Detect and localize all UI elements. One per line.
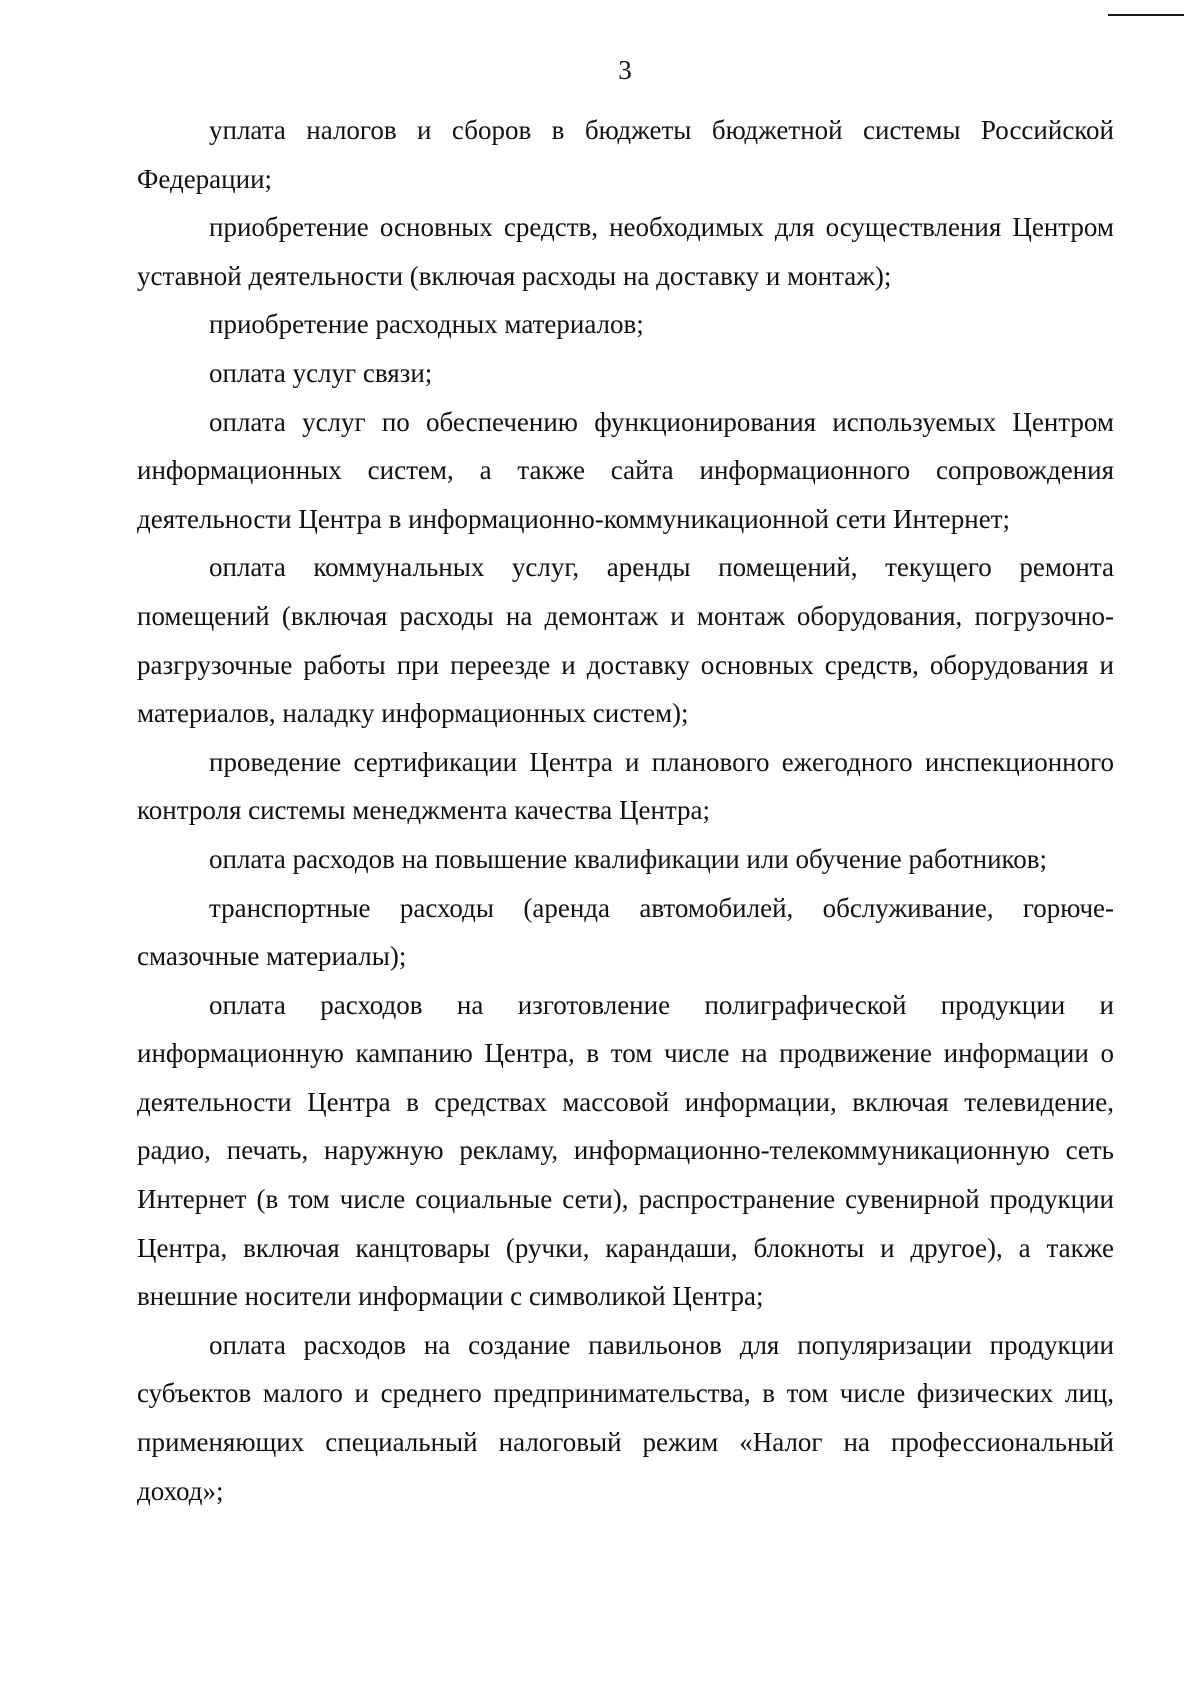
paragraph-pavilions: оплата расходов на создание павильонов для популяризации продукции субъектов малого и среднего предпринимательства, в том числе физических лиц, применяющих специальный налоговый режим «Налог на профессиональный доход»; (137, 1329, 1114, 1506)
paragraph-taxes: уплата налогов и сборов в бюджеты бюджетной системы Российской Федерации; (137, 115, 1114, 194)
paragraph-advertising: оплата расходов на изготовление полиграфической продукции и информационную кампанию Центра, в том числе на продвижение информации о деятельности Центра в средствах массовой информации, включая телевидение, радио, печать, наружную рекламу, информационно-телекоммуникационную сеть Интернет (в том числе социальные сети), распространение сувенирной продукции Центра, включая канцтовары (ручки, карандаши, блокноты и другое), а также внешние носители информации с символикой Центра; (137, 989, 1114, 1312)
paragraph-fixed-assets: приобретение основных средств, необходимых для осуществления Центром уставной деятельности (включая расходы на доставку и монтаж); (137, 212, 1114, 291)
page-number: 3 (618, 55, 632, 85)
paragraph-training: оплата расходов на повышение квалификации или обучение работников; (209, 843, 1048, 874)
corner-mark-line (1108, 14, 1184, 16)
paragraph-utilities-rent: оплата коммунальных услуг, аренды помещений, текущего ремонта помещений (включая расходы на демонтаж и монтаж оборудования, погрузочно-разгрузочные работы при переезде и доставку основных средств, оборудования и материалов, наладку информационных систем); (137, 552, 1114, 729)
document-body (137, 106, 1114, 1515)
paragraph-communications: оплата услуг связи; (209, 357, 433, 388)
paragraph-information-systems: оплата услуг по обеспечению функционирования используемых Центром информационных систем, а также сайта информационного сопровождения деятельности Центра в информационно-коммуникационной сети Интернет; (137, 406, 1114, 534)
paragraph-transport: транспортные расходы (аренда автомобилей, обслуживание, горюче-смазочные материалы); (137, 892, 1114, 972)
paragraph-consumables: приобретение расходных материалов; (209, 309, 644, 340)
paragraph-certification: проведение сертификации Центра и планового ежегодного инспекционного контроля системы менеджмента качества Центра; (137, 746, 1114, 826)
